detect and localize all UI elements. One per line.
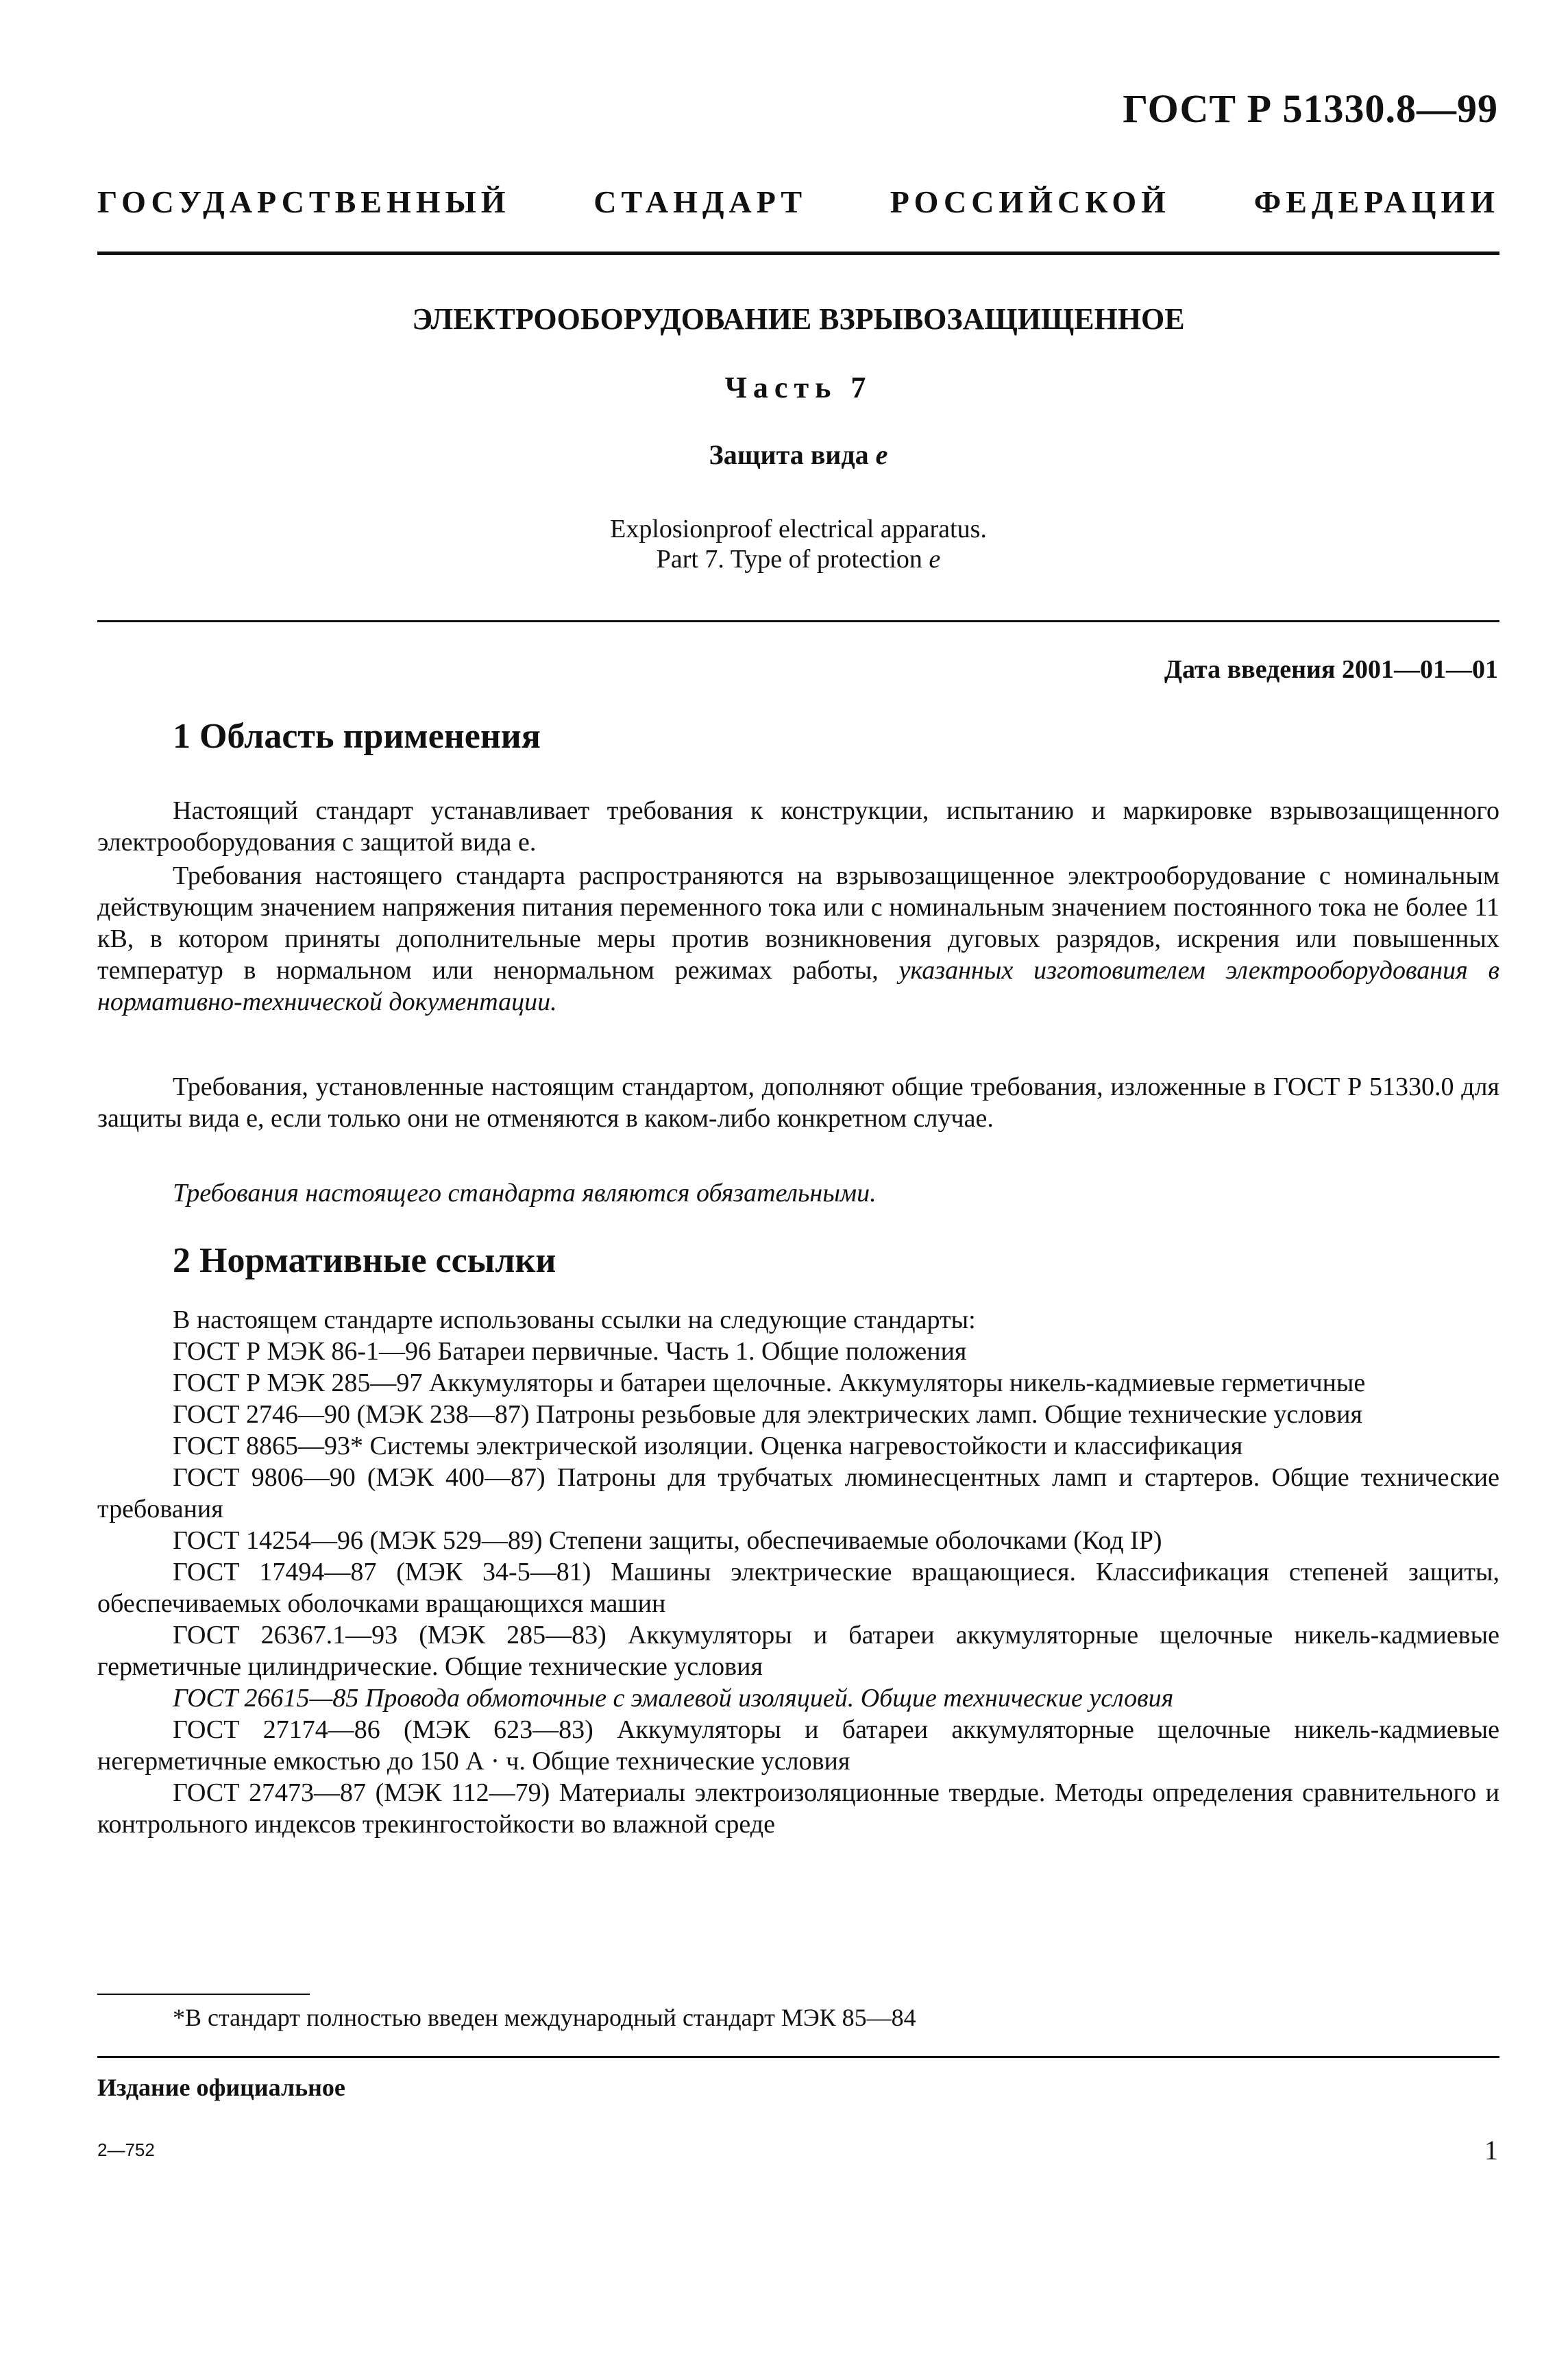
paragraph-italic-text: Требования настоящего стандарта являются обязательными. — [173, 1179, 877, 1208]
reference-item — [97, 1525, 1499, 1556]
edition-label: Издание официальное — [97, 2074, 345, 2101]
reference-item — [97, 1556, 1499, 1619]
reference-text: ГОСТ 14254—96 (МЭК 529—89) Степени защиты, обеспечиваемые оболочками (Код IP) — [173, 1526, 1162, 1555]
paragraph — [97, 1177, 1499, 1209]
footnote: *В стандарт полностью введен международный стандарт МЭК 85—84 — [173, 2004, 916, 2031]
state-standard-header — [97, 184, 1499, 220]
reference-item — [97, 1367, 1499, 1399]
english-title-line: Explosionproof electrical apparatus. — [610, 515, 987, 543]
protection-letter: е — [875, 439, 888, 470]
english-title-line — [97, 544, 1499, 574]
protection-type — [97, 439, 1499, 471]
references-list — [97, 1304, 1499, 1840]
reference-text: ГОСТ Р МЭК 285—97 Аккумуляторы и батареи щелочные. Аккумуляторы никель-кадмиевые герметичные — [173, 1369, 1366, 1397]
header-divider — [97, 252, 1499, 255]
paragraph-text: Настоящий стандарт устанавливает требования к конструкции, испытанию и маркировке взрывозащищенного электрооборудования с защитой вида е. — [97, 796, 1499, 857]
paragraph — [97, 795, 1499, 858]
reference-item — [97, 1777, 1499, 1840]
reference-item — [97, 1619, 1499, 1682]
gost-number: ГОСТ Р 51330.8—99 — [1123, 86, 1498, 131]
reference-item — [97, 1682, 1499, 1714]
paragraph-text: Требования настоящего стандарта распространяются на взрывозащищенное электрооборудование с номинальным действующим значением напряжения питания переменного тока или с номинальным значением постоянного тока не более 11 кВ, в котором приняты дополнительные меры против возникновения дуговых разрядов, искрения или повышенных температур в нормальном или ненормальном режимах работы, — [97, 861, 1499, 985]
reference-text: ГОСТ 2746—90 (МЭК 238—87) Патроны резьбовые для электрических ламп. Общие технические условия — [173, 1400, 1362, 1429]
state-standard-word: РОССИЙСКОЙ — [890, 184, 1171, 219]
references-intro — [97, 1304, 1499, 1336]
introduction-date: Дата введения 2001—01—01 — [1164, 655, 1498, 684]
reference-text: ГОСТ 27473—87 (МЭК 112—79) Материалы электроизоляционные твердые. Методы определения сравнительного и контрольного индексов трекингостойкости во влажной среде — [97, 1778, 1499, 1839]
footnote-divider — [97, 1994, 310, 1995]
reference-item — [97, 1430, 1499, 1462]
document-title: ЭЛЕКТРООБОРУДОВАНИЕ ВЗРЫВОЗАЩИЩЕННОЕ — [412, 302, 1185, 336]
reference-item — [97, 1336, 1499, 1367]
reference-text: ГОСТ Р МЭК 86-1—96 Батареи первичные. Часть 1. Общие положения — [173, 1337, 967, 1366]
reference-text: ГОСТ 26615—85 Провода обмоточные с эмалевой изоляцией. Общие технические условия — [173, 1684, 1174, 1713]
reference-item — [97, 1714, 1499, 1777]
reference-text: ГОСТ 8865—93* Системы электрической изоляции. Оценка нагревостойкости и классификация — [173, 1432, 1243, 1460]
reference-text: ГОСТ 27174—86 (МЭК 623—83) Аккумуляторы и батареи аккумуляторные щелочные никель-кадмиевые негерметичные емкостью до 150 А · ч. Общие технические условия — [97, 1715, 1499, 1776]
section-heading: 2 Нормативные ссылки — [173, 1241, 556, 1280]
footer-divider — [97, 2056, 1499, 2058]
paragraph — [97, 1071, 1499, 1134]
references-intro-text: В настоящем стандарте использованы ссылки на следующие стандарты: — [173, 1306, 976, 1334]
english-title-prefix: Part 7. Type of protection — [656, 545, 929, 574]
paragraph — [97, 860, 1499, 1018]
print-code: 2—752 — [97, 2140, 155, 2160]
paragraph-italic-text: указанных изготовителем электрооборудования в нормативно-технической документации. — [97, 956, 1499, 1016]
reference-text: ГОСТ 17494—87 (МЭК 34-5—81) Машины электрические вращающиеся. Классификация степеней защиты, обеспечиваемых оболочками вращающихся машин — [97, 1558, 1499, 1618]
part-label: Часть 7 — [724, 371, 872, 404]
state-standard-word: ГОСУДАРСТВЕННЫЙ — [97, 184, 511, 219]
page-number: 1 — [1484, 2135, 1498, 2166]
english-title-letter: e — [929, 545, 941, 574]
paragraph-text: Требования, установленные настоящим стандартом, дополняют общие требования, изложенные в ГОСТ Р 51330.0 для защиты вида е, если только они не отменяются в каком-либо конкретном случае. — [97, 1072, 1499, 1133]
protection-prefix: Защита вида — [709, 439, 876, 470]
state-standard-word: СТАНДАРТ — [593, 184, 807, 219]
reference-text: ГОСТ 9806—90 (МЭК 400—87) Патроны для трубчатых люминесцентных ламп и стартеров. Общие технические требования — [97, 1463, 1499, 1523]
title-divider — [97, 620, 1499, 622]
state-standard-word: ФЕДЕРАЦИИ — [1253, 184, 1499, 219]
reference-item — [97, 1399, 1499, 1430]
section-heading: 1 Область применения — [173, 717, 541, 756]
english-title — [97, 514, 1499, 574]
reference-item — [97, 1462, 1499, 1525]
reference-text: ГОСТ 26367.1—93 (МЭК 285—83) Аккумуляторы и батареи аккумуляторные щелочные никель-кадмиевые герметичные цилиндрические. Общие технические условия — [97, 1621, 1499, 1681]
